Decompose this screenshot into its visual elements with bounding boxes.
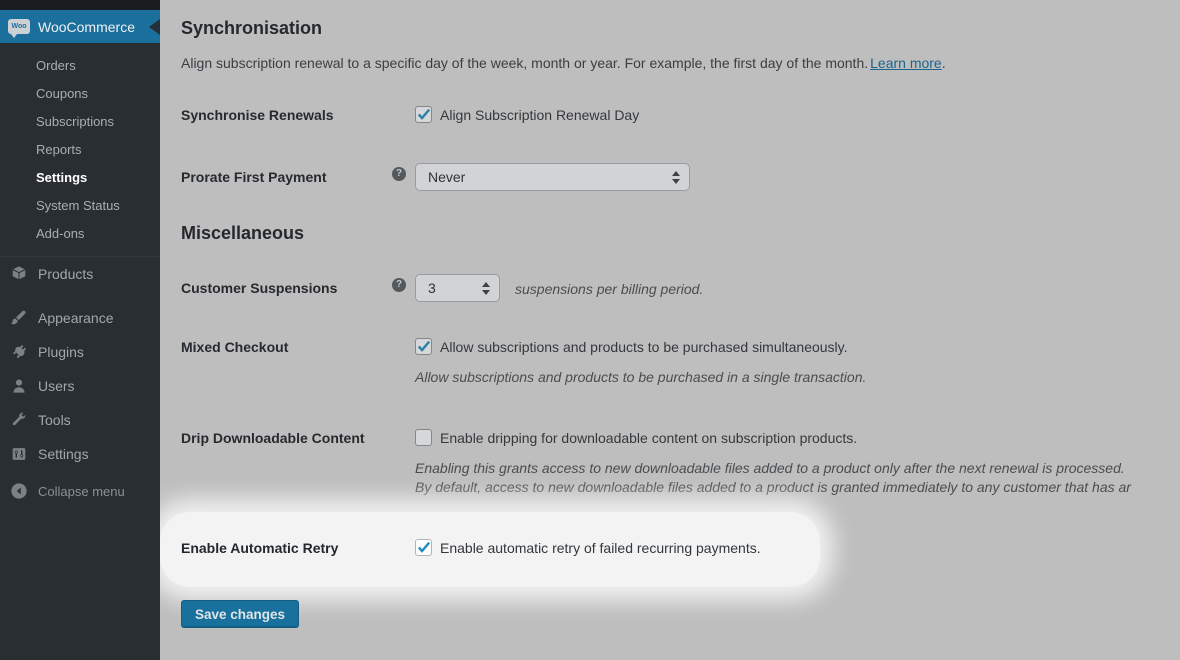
current-menu-arrow-icon — [149, 19, 160, 35]
products-icon — [9, 264, 29, 284]
menu-item-label: Users — [38, 378, 75, 394]
sidebar-item-products[interactable] — [0, 257, 160, 291]
suspensions-value: 3 — [428, 280, 436, 296]
plugin-icon — [9, 342, 29, 362]
suspensions-suffix: suspensions per billing period. — [515, 281, 704, 297]
checkbox-label-mixed-checkout: Allow subscriptions and products to be purchased simultaneously. — [440, 339, 848, 355]
collapse-arrow-icon — [9, 481, 29, 501]
checkbox-automatic-retry[interactable] — [415, 539, 432, 556]
sidebar-item-plugins[interactable] — [0, 335, 160, 369]
admin-main-menu — [0, 257, 160, 471]
sidebar-item-users[interactable] — [0, 369, 160, 403]
collapse-menu-button[interactable] — [0, 474, 160, 508]
checkmark-icon — [416, 106, 432, 122]
menu-item-label: Appearance — [38, 310, 114, 326]
sidebar-item-tools[interactable] — [0, 403, 160, 437]
sidebar-item-settings-general[interactable] — [0, 437, 160, 471]
drip-description-line2: By default, access to new downloadable files added to a product is granted immediately to any customer that has ar — [415, 479, 1131, 495]
sidebar-item-coupons[interactable]: Coupons — [36, 86, 89, 101]
save-changes-button[interactable]: Save changes — [181, 600, 299, 628]
settings-content — [160, 0, 1180, 660]
sidebar-item-subscriptions[interactable]: Subscriptions — [36, 114, 115, 129]
menu-item-label: Settings — [38, 446, 89, 462]
wrench-icon — [9, 410, 29, 430]
checkbox-label-automatic-retry: Enable automatic retry of failed recurring payments. — [440, 540, 761, 556]
menu-item-label: Tools — [38, 412, 71, 428]
woocommerce-logo-icon: Woo — [8, 19, 30, 34]
sidebar-item-settings-current[interactable]: Settings — [36, 170, 88, 185]
label-drip-downloadable-content: Drip Downloadable Content — [181, 430, 365, 446]
help-icon[interactable]: ? — [392, 278, 406, 292]
menu-item-label: Plugins — [38, 344, 84, 360]
admin-sidebar — [0, 0, 160, 660]
sidebar-item-woocommerce[interactable] — [0, 10, 160, 43]
learn-more-link[interactable]: Learn more — [870, 55, 942, 71]
woocommerce-menu-label: WooCommerce — [38, 18, 135, 35]
checkbox-mixed-checkout[interactable] — [415, 338, 432, 355]
label-enable-automatic-retry: Enable Automatic Retry — [181, 540, 339, 556]
woocommerce-submenu — [0, 43, 160, 256]
checkbox-drip-content[interactable] — [415, 429, 432, 446]
sidebar-item-addons[interactable]: Add-ons — [36, 226, 85, 241]
label-mixed-checkout: Mixed Checkout — [181, 339, 289, 355]
suspensions-input[interactable] — [415, 274, 500, 302]
sidebar-item-system-status[interactable]: System Status — [36, 198, 120, 213]
user-icon — [9, 376, 29, 396]
sidebar-item-orders[interactable]: Orders — [36, 58, 76, 73]
checkbox-label-drip-content: Enable dripping for downloadable content on subscription products. — [440, 430, 858, 446]
checkbox-label-align-renewal-day: Align Subscription Renewal Day — [440, 107, 640, 123]
label-prorate-first-payment: Prorate First Payment — [181, 169, 327, 185]
section-description — [181, 55, 946, 71]
drip-description-line1: Enabling this grants access to new downloadable files added to a product only after the next renewal is processed. — [415, 460, 1125, 476]
help-icon[interactable]: ? — [392, 167, 406, 181]
mixed-checkout-description: Allow subscriptions and products to be purchased in a single transaction. — [415, 369, 867, 385]
collapse-menu-label: Collapse menu — [38, 483, 125, 499]
settings-sliders-icon — [9, 444, 29, 464]
section-title-synchronisation: Synchronisation — [181, 18, 323, 38]
admin-top-strip — [0, 0, 160, 10]
checkmark-icon — [416, 338, 432, 354]
checkmark-icon — [416, 539, 432, 555]
select-stepper-icon — [662, 171, 680, 184]
checkbox-align-renewal-day[interactable] — [415, 106, 432, 123]
sidebar-item-reports[interactable]: Reports — [36, 142, 82, 157]
prorate-selected-value: Never — [428, 169, 466, 185]
select-stepper-icon — [472, 282, 490, 295]
appearance-brush-icon — [9, 308, 29, 328]
label-synchronise-renewals: Synchronise Renewals — [181, 107, 334, 123]
description-text: Align subscription renewal to a specific day of the week, month or year. For example, the first day of the month. — [181, 55, 869, 71]
section-title-miscellaneous: Miscellaneous — [181, 223, 305, 243]
label-customer-suspensions: Customer Suspensions — [181, 280, 338, 296]
description-period: . — [941, 55, 946, 71]
menu-item-label: Products — [38, 266, 94, 282]
sidebar-item-appearance[interactable] — [0, 301, 160, 335]
prorate-select[interactable] — [415, 163, 690, 191]
